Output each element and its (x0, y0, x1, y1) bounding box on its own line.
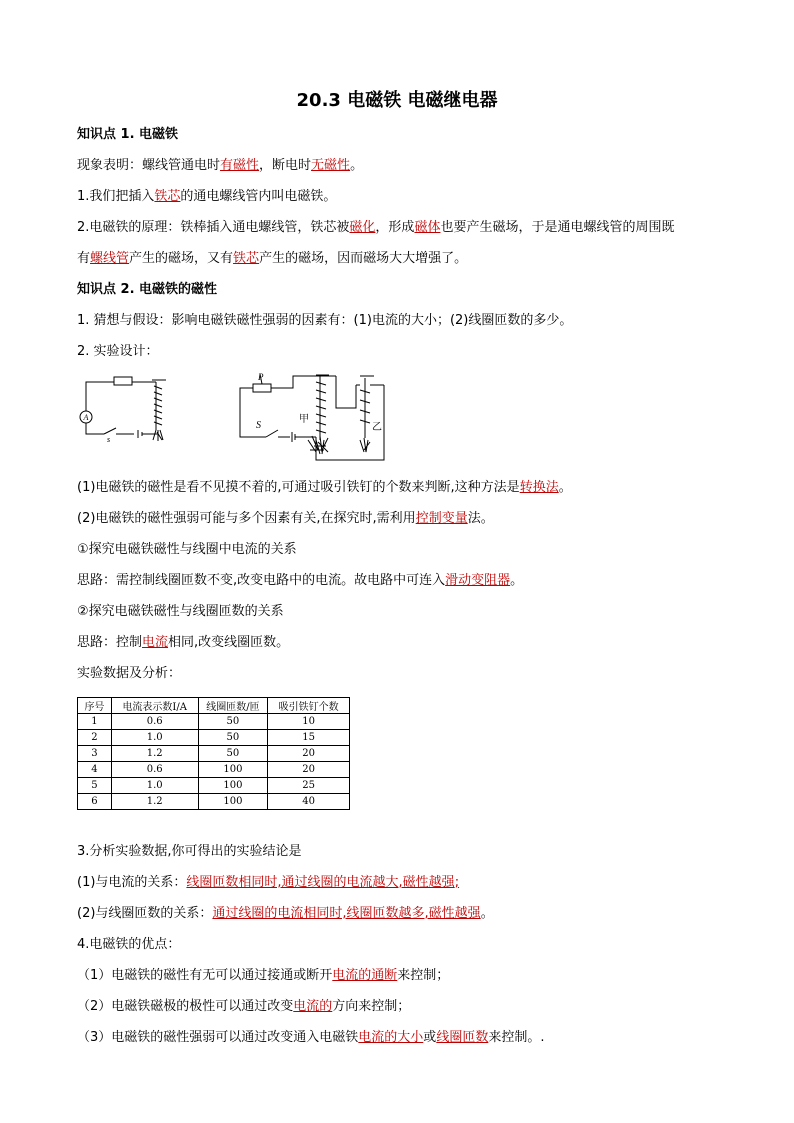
text: (2)与线圈匝数的关系： (77, 906, 213, 921)
text-line-13: 实验数据及分析： (77, 666, 182, 681)
table-cell: 4 (78, 762, 112, 778)
table-cell: 0.6 (111, 762, 198, 778)
table-cell: 20 (268, 746, 350, 762)
table-row (78, 714, 350, 730)
text: 的通电螺线管内叫电磁铁。 (180, 189, 337, 204)
answer-text: 铁芯 (154, 189, 181, 204)
text: 。 (350, 158, 364, 173)
text: 1.我们把插入 (77, 189, 155, 204)
answer-text: 螺线管 (90, 251, 130, 266)
text-line-9: ①探究电磁铁磁性与线圈中电流的关系 (77, 542, 297, 557)
table-row (78, 746, 350, 762)
text: （1）电磁铁的磁性有无可以通过接通或断开 (77, 968, 333, 983)
text: 法。 (467, 511, 494, 526)
table-cell: 100 (198, 794, 268, 810)
table-cell: 100 (198, 778, 268, 794)
table-cell: 1.0 (111, 730, 198, 746)
section-heading-2: 知识点 2. 电磁铁的磁性 (77, 282, 218, 297)
text: 来控制； (397, 968, 450, 983)
table-row (78, 778, 350, 794)
circuit-diagram-2 (236, 370, 396, 465)
text-line-17: 4.电磁铁的优点： (77, 937, 181, 952)
table-cell: 20 (268, 762, 350, 778)
answer-text: 电流的通断 (332, 968, 398, 983)
table-cell: 50 (198, 714, 268, 730)
text-line-7 (77, 479, 572, 497)
table-row (78, 730, 350, 746)
text-line-10 (77, 572, 523, 590)
table-cell: 50 (198, 746, 268, 762)
table-cell: 0.6 (111, 714, 198, 730)
table-cell: 40 (268, 794, 350, 810)
slider-label: P (258, 372, 264, 382)
text-line-11: ②探究电磁铁磁性与线圈匝数的关系 (77, 604, 284, 619)
text: 产生的磁场，因而磁场大大增强了。 (259, 251, 468, 266)
text: 也要产生磁场，于是通电螺线管的周围既 (440, 220, 675, 235)
text-line-2 (77, 188, 336, 206)
table-header: 线圈匝数/匝 (198, 698, 268, 714)
table-row (78, 794, 350, 810)
table-cell: 100 (198, 762, 268, 778)
table-header-row (78, 698, 350, 714)
table-cell: 50 (198, 730, 268, 746)
data-table (77, 697, 350, 810)
text-line-3 (77, 219, 674, 237)
text: 相同,改变线圈匝数。 (168, 635, 290, 650)
text: 或 (423, 1030, 437, 1045)
table-cell: 1.2 (111, 746, 198, 762)
electromagnet-label-jia: 甲 (299, 414, 309, 425)
answer-text: 有磁性 (220, 158, 260, 173)
text: (1)电磁铁的磁性是看不见摸不着的,可通过吸引铁钉的个数来判断,这种方法是 (77, 480, 520, 495)
table-header: 序号 (78, 698, 112, 714)
text-line-4 (77, 250, 467, 268)
answer-text: 电流的 (293, 999, 333, 1014)
table-cell: 3 (78, 746, 112, 762)
answer-text: 磁化 (349, 220, 376, 235)
table-cell: 2 (78, 730, 112, 746)
answer-text: ; (454, 875, 460, 890)
text-line-14: 3.分析实验数据,你可得出的实验结论是 (77, 844, 302, 859)
electromagnet-label-yi: 乙 (372, 422, 382, 433)
text: 思路：控制 (77, 635, 143, 650)
text: 。 (510, 573, 524, 588)
text-line-15 (77, 874, 459, 892)
text-line-16 (77, 905, 494, 923)
text: 方向来控制； (332, 999, 411, 1014)
table-row (78, 762, 350, 778)
answer-text: 磁体 (414, 220, 441, 235)
ammeter-label: A (83, 413, 89, 422)
answer-text: 无磁性 (311, 158, 351, 173)
table-cell: 1.0 (111, 778, 198, 794)
text: 2.电磁铁的原理：铁棒插入通电螺线管，铁芯被 (77, 220, 350, 235)
switch-label: s (107, 435, 111, 444)
text-line-6: 2. 实验设计： (77, 344, 159, 359)
table-cell: 1.2 (111, 794, 198, 810)
text: 思路：需控制线圈匝数不变,改变电路中的电流。故电路中可连入 (77, 573, 446, 588)
text-line-1 (77, 157, 363, 175)
text-line-19 (77, 998, 410, 1016)
text: 现象表明：螺线管通电时 (77, 158, 221, 173)
text-line-18 (77, 967, 449, 985)
table-cell: 1 (78, 714, 112, 730)
text: 。 (480, 906, 494, 921)
text: （3）电磁铁的磁性强弱可以通过改变通入电磁铁 (77, 1030, 359, 1045)
circuit-diagram-1 (76, 372, 176, 444)
table-cell: 5 (78, 778, 112, 794)
answer-text: 线圈匝数 (436, 1030, 489, 1045)
answer-text: 电流 (142, 635, 169, 650)
page-title: 20.3 电磁铁 电磁继电器 (296, 90, 498, 111)
table-header: 吸引铁钉个数 (268, 698, 350, 714)
answer-text: 线圈匝数相同时,通过线圈的电流越大,磁性越强 (186, 875, 455, 890)
text: ，形成 (375, 220, 415, 235)
text-line-20 (77, 1029, 544, 1047)
switch-label: S (256, 420, 261, 431)
text: ，断电时 (259, 158, 312, 173)
table-header: 电流表示数I/A (111, 698, 198, 714)
text: 产生的磁场，又有 (129, 251, 234, 266)
text-line-12 (77, 634, 289, 652)
section-heading-1: 知识点 1. 电磁铁 (77, 127, 179, 142)
table-cell: 15 (268, 730, 350, 746)
table-cell: 25 (268, 778, 350, 794)
text: 有 (77, 251, 91, 266)
answer-text: 转换法 (519, 480, 559, 495)
table-cell: 6 (78, 794, 112, 810)
answer-text: 控制变量 (415, 511, 468, 526)
text: 来控制。. (488, 1030, 545, 1045)
answer-text: 电流的大小 (358, 1030, 424, 1045)
answer-text: 滑动变阻器 (445, 573, 511, 588)
answer-text: 通过线圈的电流相同时,线圈匝数越多,磁性越强 (212, 906, 481, 921)
text-line-8 (77, 510, 494, 528)
answer-text: 铁芯 (233, 251, 260, 266)
text-line-5: 1. 猜想与假设：影响电磁铁磁性强弱的因素有：(1)电流的大小；(2)线圈匝数的多少。 (77, 313, 573, 328)
text: 。 (558, 480, 572, 495)
text: (1)与电流的关系： (77, 875, 187, 890)
table-cell: 10 (268, 714, 350, 730)
text: (2)电磁铁的磁性强弱可能与多个因素有关,在探究时,需利用 (77, 511, 416, 526)
text: （2）电磁铁磁极的极性可以通过改变 (77, 999, 294, 1014)
